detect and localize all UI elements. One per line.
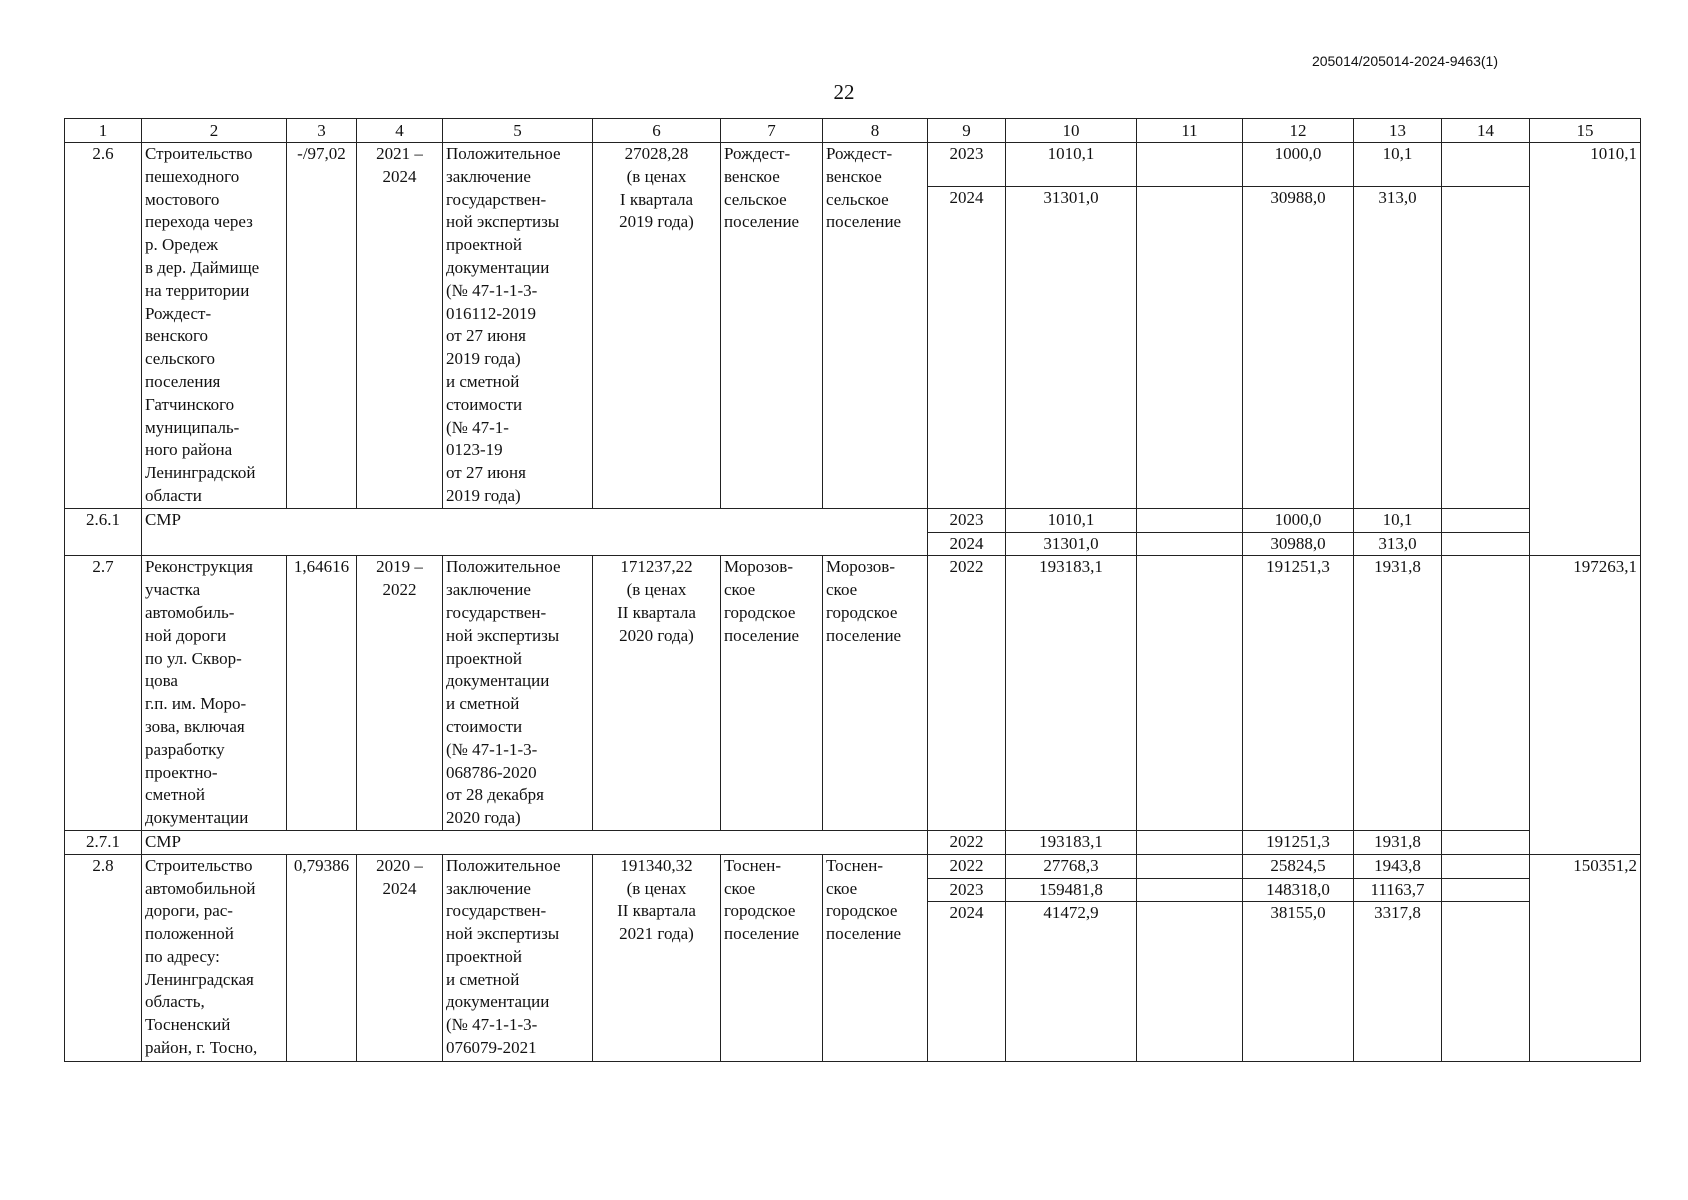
capacity: 0,79386 (287, 854, 357, 1062)
object-name: СМР (142, 508, 928, 556)
year: 2022 (928, 830, 1006, 854)
object-name: Строительство пешеходного мостового перехода через р. Оредеж в дер. Даймище на территории Рождест- венского сельского поселения Гатчинского муниципаль- ного района Ленинградской области (142, 143, 287, 509)
row-number: 2.8 (65, 854, 142, 1062)
finance-table (64, 118, 1641, 1062)
total: 41472,9 (1006, 902, 1137, 1062)
total: 1010,1 (1006, 508, 1137, 532)
expertise: Положительное заключение государствен- ной экспертизы проектной документации (№ 47-1-1-3- 016112-2019 от 27 июня 2019 года) и сметной стоимости (№ 47-1- 0123-19 от 27 июня 2019 года) (443, 143, 593, 509)
year: 2022 (928, 556, 1006, 831)
year: 2023 (928, 143, 1006, 187)
header-cell: 9 (928, 119, 1006, 143)
year: 2024 (928, 532, 1006, 556)
total: 31301,0 (1006, 186, 1137, 508)
total: 27768,3 (1006, 854, 1137, 878)
header-cell: 8 (823, 119, 928, 143)
col-12: 191251,3 (1243, 830, 1354, 854)
col-13: 10,1 (1354, 508, 1442, 532)
table-row (65, 508, 1641, 532)
col-12: 30988,0 (1243, 186, 1354, 508)
estimated-cost: 171237,22 (в ценах II квартала 2020 года) (593, 556, 721, 831)
row-number: 2.7.1 (65, 830, 142, 854)
col-14 (1442, 830, 1530, 854)
col-13: 11163,7 (1354, 878, 1442, 902)
period: 2019 – 2022 (357, 556, 443, 831)
col-13: 10,1 (1354, 143, 1442, 187)
col-11 (1137, 532, 1243, 556)
total: 1010,1 (1006, 143, 1137, 187)
expertise: Положительное заключение государствен- ной экспертизы проектной документации и сметной стоимости (№ 47-1-1-3- 068786-2020 от 28 декабря 2020 года) (443, 556, 593, 831)
col-12: 30988,0 (1243, 532, 1354, 556)
col-14 (1442, 508, 1530, 532)
year: 2022 (928, 854, 1006, 878)
col-12: 1000,0 (1243, 143, 1354, 187)
recipient: Тоснен- ское городское поселение (823, 854, 928, 1062)
col-14 (1442, 878, 1530, 902)
header-cell: 5 (443, 119, 593, 143)
recipient: Рождест- венское сельское поселение (823, 143, 928, 509)
col-11 (1137, 186, 1243, 508)
capacity: -/97,02 (287, 143, 357, 509)
col-11 (1137, 556, 1243, 831)
estimated-cost: 191340,32 (в ценах II квартала 2021 года) (593, 854, 721, 1062)
period: 2020 – 2024 (357, 854, 443, 1062)
header-cell: 1 (65, 119, 142, 143)
estimated-cost: 27028,28 (в ценах I квартала 2019 года) (593, 143, 721, 509)
header-cell: 6 (593, 119, 721, 143)
capacity: 1,64616 (287, 556, 357, 831)
col-13: 1943,8 (1354, 854, 1442, 878)
col-15: 150351,2 (1530, 854, 1641, 1062)
year: 2023 (928, 878, 1006, 902)
year: 2023 (928, 508, 1006, 532)
recipient: Морозов- ское городское поселение (823, 556, 928, 831)
header-cell: 11 (1137, 119, 1243, 143)
customer: Морозов- ское городское поселение (721, 556, 823, 831)
object-name: Реконструкция участка автомобиль- ной дороги по ул. Сквор- цова г.п. им. Моро- зова, включая разработку проектно- сметной документации (142, 556, 287, 831)
col-14 (1442, 556, 1530, 831)
header-cell: 12 (1243, 119, 1354, 143)
row-number: 2.7 (65, 556, 142, 831)
header-cell: 7 (721, 119, 823, 143)
customer: Тоснен- ское городское поселение (721, 854, 823, 1062)
header-cell: 3 (287, 119, 357, 143)
total: 193183,1 (1006, 556, 1137, 831)
col-11 (1137, 508, 1243, 532)
col-15: 197263,1 (1530, 556, 1641, 854)
col-12: 1000,0 (1243, 508, 1354, 532)
page-number: 22 (833, 80, 855, 104)
col-13: 1931,8 (1354, 830, 1442, 854)
col-15: 1010,1 (1530, 143, 1641, 556)
col-12: 148318,0 (1243, 878, 1354, 902)
header-cell: 2 (142, 119, 287, 143)
col-13: 313,0 (1354, 532, 1442, 556)
col-12: 38155,0 (1243, 902, 1354, 1062)
object-name: СМР (142, 830, 928, 854)
document-id: 205014/205014-2024-9463(1) (1311, 53, 1498, 69)
year: 2024 (928, 902, 1006, 1062)
header-cell: 4 (357, 119, 443, 143)
row-number: 2.6 (65, 143, 142, 509)
object-name: Строительство автомобильной дороги, рас- положенной по адресу: Ленинградская область, Тосненский район, г. Тосно, (142, 854, 287, 1062)
table-row (65, 830, 1641, 854)
period: 2021 – 2024 (357, 143, 443, 509)
total: 193183,1 (1006, 830, 1137, 854)
table-row (65, 143, 1641, 187)
year: 2024 (928, 186, 1006, 508)
header-cell: 14 (1442, 119, 1530, 143)
col-11 (1137, 902, 1243, 1062)
total: 31301,0 (1006, 532, 1137, 556)
customer: Рождест- венское сельское поселение (721, 143, 823, 509)
total: 159481,8 (1006, 878, 1137, 902)
col-13: 3317,8 (1354, 902, 1442, 1062)
expertise: Положительное заключение государствен- ной экспертизы проектной и сметной документации (№ 47-1-1-3- 076079-2021 (443, 854, 593, 1062)
col-11 (1137, 854, 1243, 878)
col-11 (1137, 830, 1243, 854)
col-13: 313,0 (1354, 186, 1442, 508)
col-11 (1137, 143, 1243, 187)
table-row (65, 854, 1641, 878)
col-14 (1442, 854, 1530, 878)
col-13: 1931,8 (1354, 556, 1442, 831)
col-14 (1442, 143, 1530, 187)
header-cell: 13 (1354, 119, 1442, 143)
header-cell: 10 (1006, 119, 1137, 143)
col-12: 191251,3 (1243, 556, 1354, 831)
col-14 (1442, 902, 1530, 1062)
col-14 (1442, 186, 1530, 508)
row-number: 2.6.1 (65, 508, 142, 556)
table-row (65, 556, 1641, 831)
header-row (65, 119, 1641, 143)
col-12: 25824,5 (1243, 854, 1354, 878)
col-11 (1137, 878, 1243, 902)
col-14 (1442, 532, 1530, 556)
header-cell: 15 (1530, 119, 1641, 143)
